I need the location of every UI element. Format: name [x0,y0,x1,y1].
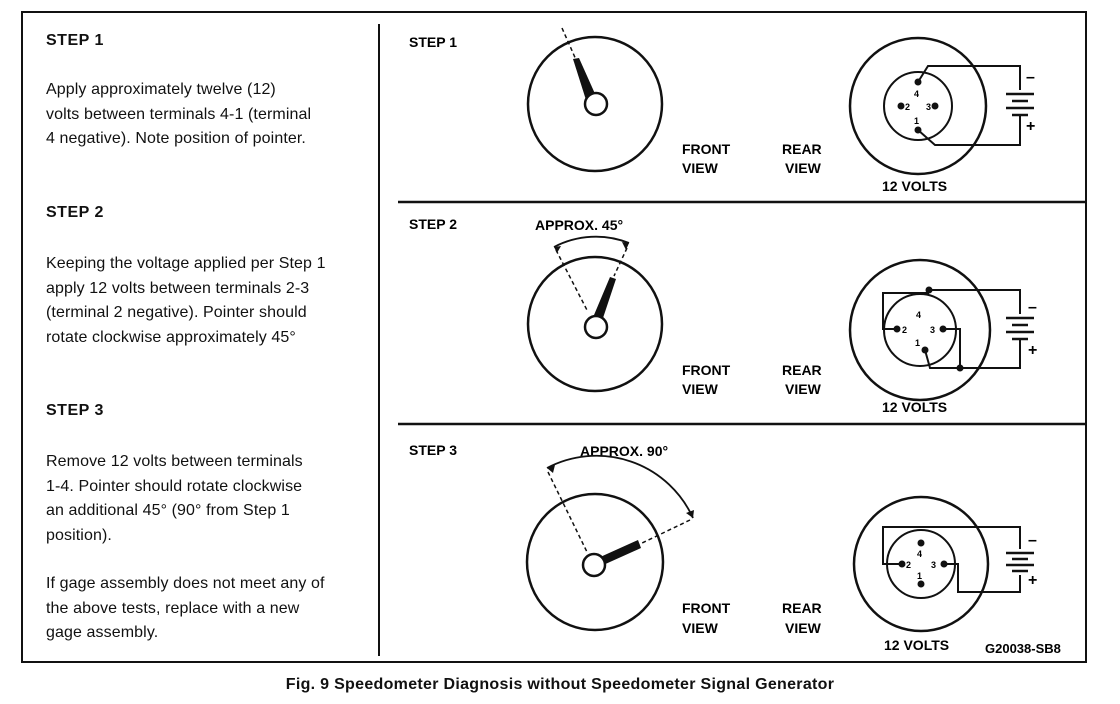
voltage-label: 12 VOLTS [884,637,950,653]
front-view-label: VIEW [682,381,718,397]
panel-step-1 [409,28,1035,194]
wire-junction [957,365,964,372]
step-2-heading: STEP 2 [46,204,104,221]
terminal-label: 2 [905,102,911,112]
terminal-label: 2 [902,325,908,335]
step-1-line: 4 negative). Note position of pointer. [46,130,306,147]
pointer-hub [585,93,607,115]
terminal-label: 2 [906,560,912,570]
terminal-3 [932,103,939,110]
front-view-gauge [528,237,662,391]
front-view-label: VIEW [682,160,718,176]
angle-arc [554,237,629,247]
pointer-hub [583,554,605,576]
terminal-label: 4 [917,549,923,559]
rear-view-label: VIEW [785,381,821,397]
step-3-heading: STEP 3 [46,402,104,419]
rear-view-label: REAR [782,141,822,157]
terminal-label: 1 [915,338,921,348]
step-3-line: position). [46,526,112,544]
gauge-body [850,260,990,400]
terminal-label: 3 [931,560,937,570]
battery-icon [1006,318,1034,339]
panel-step-3 [409,442,1037,653]
terminal-label: 4 [914,89,920,99]
terminal-2 [898,103,905,110]
terminal-label: 3 [930,325,936,335]
terminal-label: 3 [926,102,932,112]
terminal-4 [918,540,925,547]
reference-line [638,520,690,545]
rear-view-label: REAR [782,362,822,378]
panel-step-label: STEP 1 [409,34,457,50]
minus-sign: – [1028,532,1037,549]
battery-icon [1006,94,1034,115]
wiring-2-3 [883,527,1020,592]
panel-step-label: STEP 3 [409,442,457,458]
terminal-label: 1 [917,571,923,581]
step-3-line: 1-4. Pointer should rotate clockwise [46,477,303,495]
rear-view-label: VIEW [785,160,821,176]
panel-step-2 [409,216,1037,415]
plus-sign: + [1026,118,1036,135]
note-line: gage assembly. [46,624,159,641]
minus-sign: – [1028,299,1037,316]
rear-view-gauge [850,260,990,400]
front-view-label: FRONT [682,141,731,157]
reference-line [548,472,587,552]
gauge-body [854,497,988,631]
front-view-label: FRONT [682,362,731,378]
angle-arc [547,456,693,518]
step-1-line: volts between terminals 4-1 (terminal [46,105,312,123]
gauge-body [850,38,986,174]
step-2-line: Keeping the voltage applied per Step 1 [46,255,326,272]
front-view-gauge [528,28,662,171]
step-2-line: (terminal 2 negative). Pointer should [46,304,307,321]
rear-view-label: VIEW [785,620,821,636]
terminal-label: 1 [914,116,920,126]
pointer-needle [594,277,616,318]
front-view-label: FRONT [682,600,731,616]
plus-sign: + [1028,342,1038,359]
step-2-line: rotate clockwise approximately 45° [46,328,296,346]
plus-sign: + [1028,572,1038,589]
step-1-line: Apply approximately twelve (12) [46,81,276,98]
step-2-line: apply 12 volts between terminals 2-3 [46,279,310,297]
voltage-label: 12 VOLTS [882,178,948,194]
step-3-line: Remove 12 volts between terminals [46,453,303,470]
rear-view-gauge [850,38,986,174]
angle-label: APPROX. 45° [535,217,624,233]
rear-view-label: REAR [782,600,822,616]
step-1-heading: STEP 1 [46,32,104,49]
angle-label: APPROX. 90° [580,443,669,459]
figure-id: G20038-SB8 [985,641,1061,656]
note-line: the above tests, replace with a new [46,599,300,617]
figure-caption: Fig. 9 Speedometer Diagnosis without Speedometer Signal Generator [285,676,835,693]
step-3-line: an additional 45° (90° from Step 1 [46,502,290,519]
arc-arrowhead [622,242,629,250]
minus-sign: – [1026,69,1035,86]
reference-line [614,248,627,276]
battery-icon [1006,553,1034,571]
terminal-label: 4 [916,310,922,320]
terminal-1 [918,581,925,588]
front-view-label: VIEW [682,620,718,636]
pointer-hub [585,316,607,338]
front-view-gauge [527,456,694,630]
note-line: If gage assembly does not meet any of [46,575,325,592]
rear-view-gauge [854,497,988,631]
voltage-label: 12 VOLTS [882,399,948,415]
panel-step-label: STEP 2 [409,216,457,232]
